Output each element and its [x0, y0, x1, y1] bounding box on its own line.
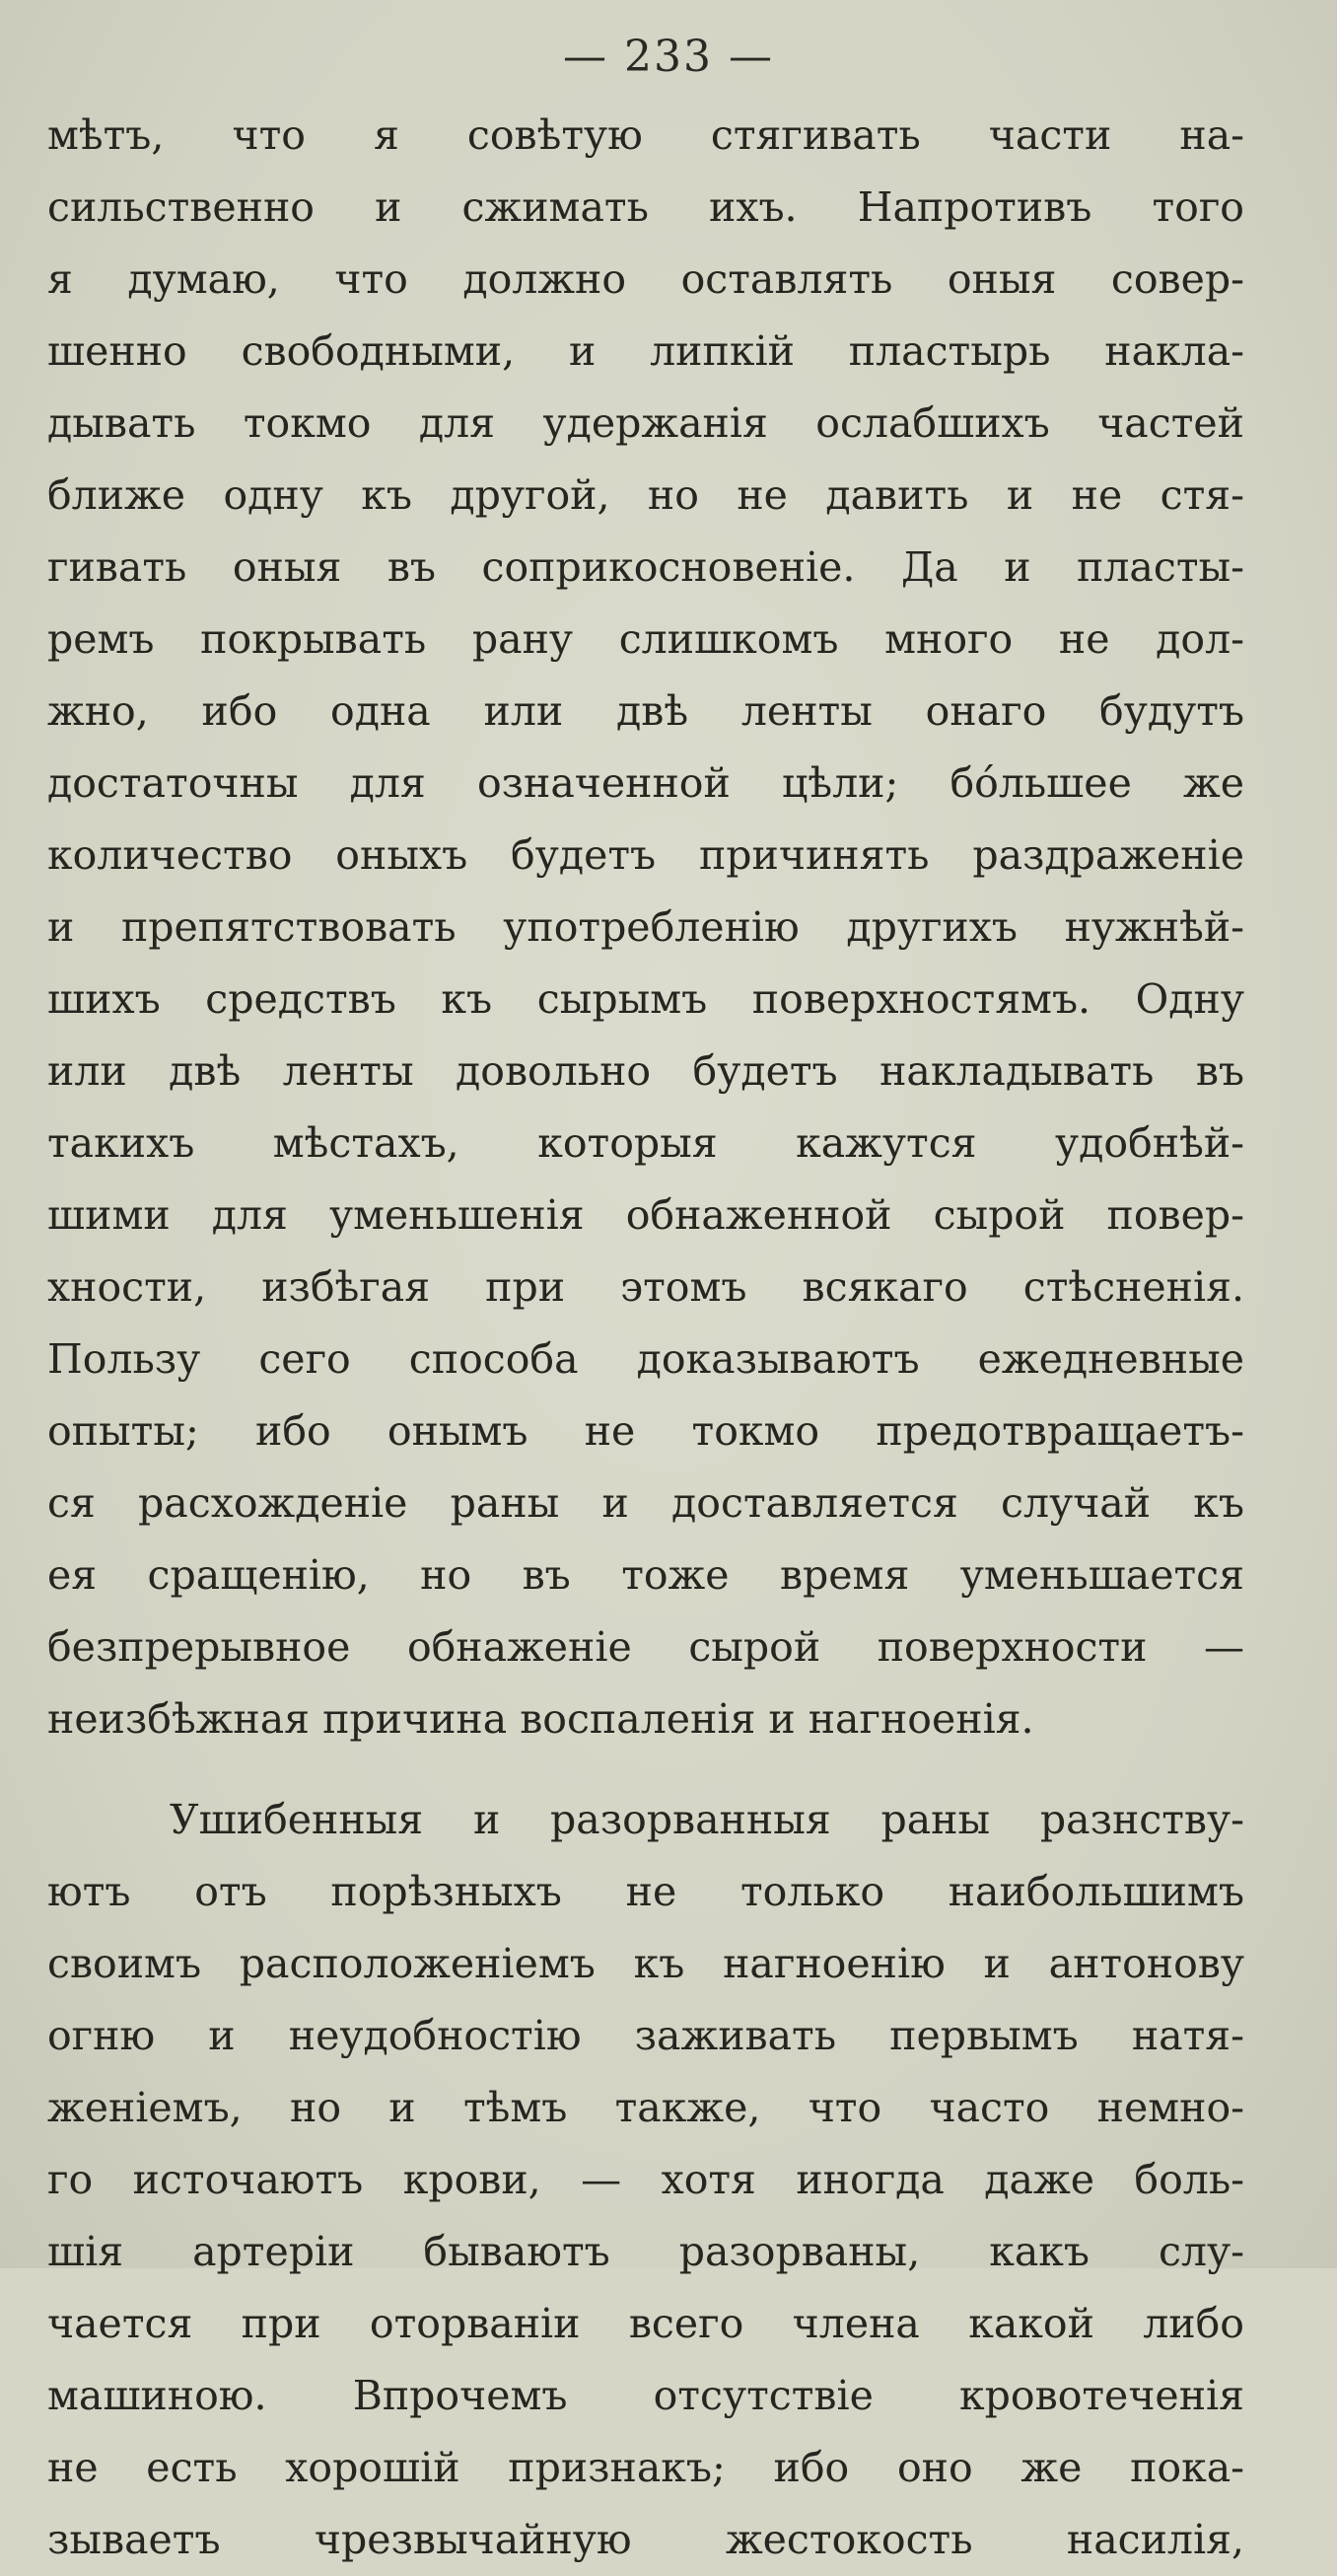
text-line: количество оныхъ будетъ причинять раздраженіе	[47, 831, 1244, 879]
text-line: сильственно и сжимать ихъ. Напротивъ того	[47, 183, 1244, 231]
text-line: шія артеріи бываютъ разорваны, какъ слу-	[47, 2228, 1244, 2275]
text-line: Ушибенныя и разорванныя раны разнству-	[170, 1796, 1244, 1843]
paragraph-gap	[47, 1755, 1244, 1784]
text-line: чается при оторваніи всего члена какой либо	[47, 2300, 1244, 2347]
text-line: достаточны для означенной цѣли; бо́льшее же	[47, 759, 1244, 807]
text-line: женіемъ, но и тѣмъ также, что часто немно-	[47, 2084, 1244, 2131]
text-line: хности, избѣгая при этомъ всякаго стѣсненія.	[47, 1263, 1244, 1311]
text-line: такихъ мѣстахъ, которыя кажутся удобнѣй-	[47, 1119, 1244, 1167]
text-line: зываетъ чрезвычайную жестокость насилія,	[47, 2516, 1244, 2563]
text-line: и препятствовать употребленію другихъ нужнѣй-	[47, 903, 1244, 951]
text-line: ея сращенію, но въ тоже время уменьшается	[47, 1551, 1244, 1599]
text-line: шими для уменьшенія обнаженной сырой повер-	[47, 1191, 1244, 1239]
text-line: ютъ отъ порѣзныхъ не только наибольшимъ	[47, 1868, 1244, 1915]
text-line: безпрерывное обнаженіе сырой поверхности —	[47, 1623, 1244, 1671]
text-line: не есть хорошій признакъ; ибо оно же пока-	[47, 2444, 1244, 2491]
text-line: го источаютъ крови, — хотя иногда даже боль-	[47, 2156, 1244, 2203]
paragraph-1	[47, 100, 1244, 1755]
text-line: ремъ покрывать рану слишкомъ много не дол-	[47, 615, 1244, 663]
text-line: шихъ средствъ къ сырымъ поверхностямъ. Одну	[47, 975, 1244, 1023]
text-line: Пользу сего способа доказываютъ ежедневные	[47, 1335, 1244, 1383]
text-line: мѣтъ, что я совѣтую стягивать части на-	[47, 111, 1244, 159]
text-line: жно, ибо одна или двѣ ленты онаго будутъ	[47, 687, 1244, 735]
text-line: шенно свободными, и липкій пластырь накла-	[47, 327, 1244, 375]
text-line: дывать токмо для удержанія ослабшихъ частей	[47, 399, 1244, 447]
text-line: опыты; ибо онымъ не токмо предотвращаетъ-	[47, 1407, 1244, 1455]
text-line: огню и неудобностію заживать первымъ натя-	[47, 2012, 1244, 2059]
text-line: я думаю, что должно оставлять оныя совер-	[47, 255, 1244, 303]
body-text	[47, 100, 1244, 2576]
text-line: гивать оныя въ соприкосновеніе. Да и пласты-	[47, 543, 1244, 591]
text-line: неизбѣжная причина воспаленія и нагноенія.	[47, 1695, 1034, 1743]
text-line: своимъ расположеніемъ къ нагноенію и антонову	[47, 1940, 1244, 1987]
paragraph-2	[47, 1784, 1244, 2576]
text-line: или двѣ ленты довольно будетъ накладывать въ	[47, 1047, 1244, 1095]
text-line: машиною. Впрочемъ отсутствіе кровотеченія	[47, 2372, 1244, 2419]
page-number: — 233 —	[563, 32, 774, 82]
text-line: ближе одну къ другой, но не давить и не стя-	[47, 471, 1244, 519]
text-line: ся расхожденіе раны и доставляется случай къ	[47, 1479, 1244, 1527]
